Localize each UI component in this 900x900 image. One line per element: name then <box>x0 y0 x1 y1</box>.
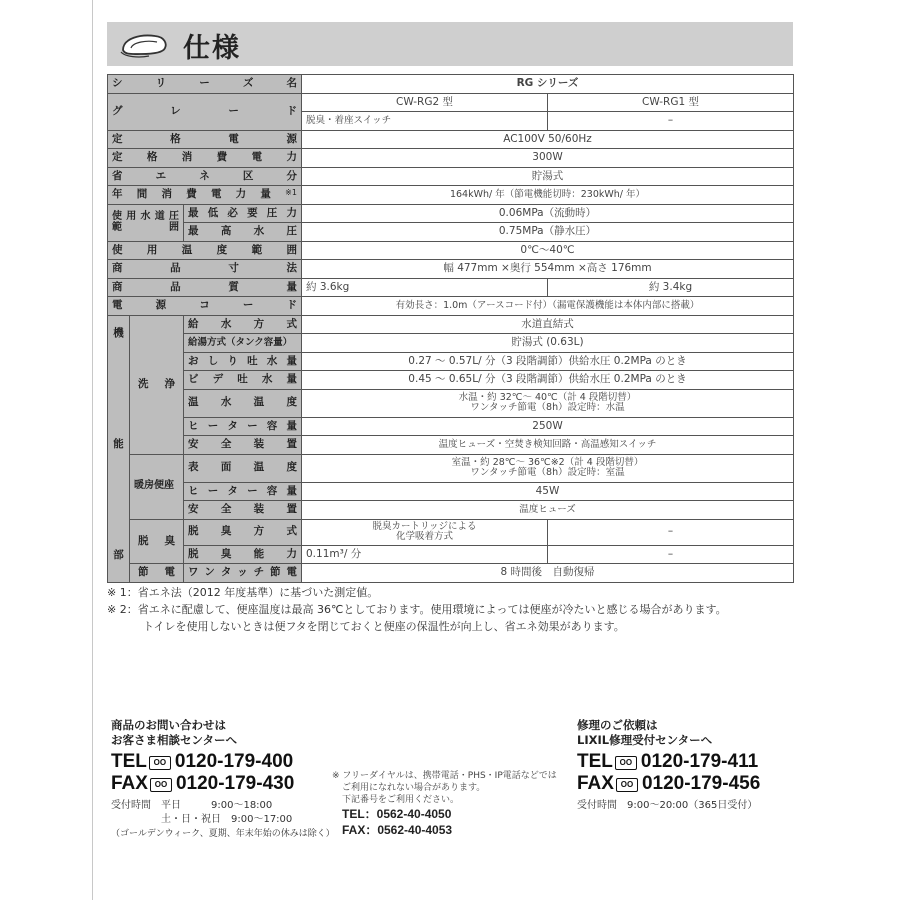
wash-value: 貯湯式 (0.63L) <box>302 334 794 353</box>
table-row: 節 電 ワ ン タ ッ チ 節 電 8 時間後 自動復帰 <box>108 564 794 583</box>
alternate-tel: TEL：0562-40-4050 <box>342 807 452 821</box>
spec-table <box>107 74 794 583</box>
deodor-group-label: 脱 臭 <box>130 519 184 564</box>
wash-value: 0.27 ～ 0.57L/ 分（3 段階調節）供給水圧 0.2MPa のとき <box>302 352 794 371</box>
table-row: 使 用 温 度 範 囲 0℃～40℃ <box>108 241 794 260</box>
contact-customer: 商品のお問い合わせは お客さま相談センターへ TEL OO 0120-179-400 FAX OO 0120-179-430 受付時間 平日 9:00～18:00 土・日・祝日 9:00～17:00 （ゴールデンウィーク、夏期、年末年始の休みは除く） <box>111 718 335 839</box>
seat-group-label: 暖房便座 <box>130 454 184 519</box>
table-row: 安 全 装 置 温度ヒューズ・空焚き検知回路・高温感知スイッチ <box>108 436 794 455</box>
wash-value: 水温・約 32℃～ 40℃（計 4 段階切替） ワンタッチ節電（8h）設定時：水温 <box>302 389 794 417</box>
note-mark: ※1 <box>285 188 297 198</box>
row-label: グ レ ー ド <box>108 93 302 130</box>
dimensions-value: 幅 477mm ×奥行 554mm ×高さ 176mm <box>302 260 794 279</box>
cord-value: 有効長さ：1.0m（アースコード付）（漏電保護機能は本体内部に搭載） <box>302 297 794 316</box>
wash-group-label: 洗 浄 <box>130 315 184 454</box>
table-row: 使 用 水 道 圧 範 囲 最 低 必 要 圧 力 0.06MPa（流動時） <box>108 204 794 223</box>
free-dial-icon: OO <box>616 778 638 792</box>
table-row: 暖房便座 表 面 温 度 室温・約 28℃～ 36℃※2（計 4 段階切替） ワンタッチ節電（8h）設定時：室温 <box>108 454 794 482</box>
contact-alternate: ※ フリーダイヤルは、携帯電話・PHS・IP電話などでは ご利用になれない場合があります。 下記番号をご利用ください。 TEL：0562-40-4050 FAX：0562-40-4053 <box>332 771 557 837</box>
annual-value: 164kWh/ 年（節電機能切時：230kWh/ 年） <box>302 186 794 205</box>
series-value: RG シリーズ <box>302 75 794 94</box>
eco-class-value: 貯湯式 <box>302 167 794 186</box>
table-row: ヒ ー タ ー 容 量 250W <box>108 417 794 436</box>
table-row: 商 品 寸 法 幅 477mm ×奥行 554mm ×高さ 176mm <box>108 260 794 279</box>
footnotes <box>107 584 727 635</box>
table-row <box>108 75 794 94</box>
table-row: 電 源 コ ー ド 有効長さ：1.0m（アースコード付）（漏電保護機能は本体内部に搭載） <box>108 297 794 316</box>
wash-value: 250W <box>302 417 794 436</box>
temp-range-value: 0℃～40℃ <box>302 241 794 260</box>
eco-value: 8 時間後 自動復帰 <box>302 564 794 583</box>
wash-value: 0.45 ～ 0.65L/ 分（3 段階調節）供給水圧 0.2MPa のとき <box>302 371 794 390</box>
rated-power-source-value: AC100V 50/60Hz <box>302 130 794 149</box>
table-row: お し り 吐 水 量 0.27 ～ 0.57L/ 分（3 段階調節）供給水圧 0.2MPa のとき <box>108 352 794 371</box>
function-side-label: 機 能 部 <box>108 315 130 582</box>
repair-fax: FAX OO 0120-179-456 <box>577 773 761 794</box>
table-row <box>108 93 794 112</box>
free-dial-icon: OO <box>615 756 637 770</box>
footnote-2-cont: トイレを使用しないときは便フタを閉じておくと便座の保温性が向上し、省エネ効果があります。 <box>143 620 625 633</box>
table-row: ヒ ー タ ー 容 量 45W <box>108 482 794 501</box>
contact-repair: 修理のご依頼は LIXIL修理受付センターへ TEL OO 0120-179-411 FAX OO 0120-179-456 受付時間 9:00～20:00（365日受付） <box>577 718 761 811</box>
mass-value-1: 約 3.6kg <box>302 278 548 297</box>
model-1: CW-RG2 型 <box>302 93 548 112</box>
seat-value: 室温・約 28℃～ 36℃※2（計 4 段階切替） ワンタッチ節電（8h）設定時：室温 <box>302 454 794 482</box>
table-row: 温 水 温 度 水温・約 32℃～ 40℃（計 4 段階切替） ワンタッチ節電（8h）設定時：水温 <box>108 389 794 417</box>
seat-value: 45W <box>302 482 794 501</box>
model-2-feature: – <box>548 112 794 131</box>
rated-power-value: 300W <box>302 149 794 168</box>
mass-value-2: 約 3.4kg <box>548 278 794 297</box>
table-row: 年 間 消 費 電 力 量 ※1 164kWh/ 年（節電機能切時：230kWh/ 年） <box>108 186 794 205</box>
free-dial-icon: OO <box>150 778 172 792</box>
deodor-method-1: 脱臭カートリッジによる 化学吸着方式 <box>302 519 548 545</box>
min-pressure-value: 0.06MPa（流動時） <box>302 204 794 223</box>
table-row: 省 エ ネ 区 分 貯湯式 <box>108 167 794 186</box>
table-row: ビ デ 吐 水 量 0.45 ～ 0.65L/ 分（3 段階調節）供給水圧 0.2MPa のとき <box>108 371 794 390</box>
table-row: 最 高 水 圧 0.75MPa（静水圧） <box>108 223 794 242</box>
table-row: 脱 臭 脱 臭 方 式 脱臭カートリッジによる 化学吸着方式 – <box>108 519 794 545</box>
page-title: 仕様 <box>183 33 241 64</box>
deodor-capacity-1: 0.11m³/ 分 <box>302 545 548 564</box>
toilet-seat-icon <box>119 28 169 60</box>
deodor-capacity-2: – <box>548 545 794 564</box>
wash-value: 水道直結式 <box>302 315 794 334</box>
table-row: 脱 臭 能 力 0.11m³/ 分 – <box>108 545 794 564</box>
table-row: 給湯方式（タンク容量） 貯湯式 (0.63L) <box>108 334 794 353</box>
max-pressure-value: 0.75MPa（静水圧） <box>302 223 794 242</box>
alternate-fax: FAX：0562-40-4053 <box>342 823 453 837</box>
table-row: 安 全 装 置 温度ヒューズ <box>108 501 794 520</box>
footnote-2: ※ 2：省エネに配慮して、便座温度は最高 36℃としております。使用環境によっては便座が冷たいと感じる場合があります。 <box>107 603 727 616</box>
free-dial-icon: OO <box>149 756 171 770</box>
wash-value: 温度ヒューズ・空焚き検知回路・高温感知スイッチ <box>302 436 794 455</box>
model-1-feature: 脱臭・着座スイッチ <box>302 112 548 131</box>
table-row: 定 格 電 源 AC100V 50/60Hz <box>108 130 794 149</box>
row-label: シ リ ー ズ 名 <box>108 75 302 94</box>
footnote-1: ※ 1：省エネ法（2012 年度基準）に基づいた測定値。 <box>107 586 379 599</box>
customer-tel: TEL OO 0120-179-400 <box>111 751 294 772</box>
eco-group-label: 節 電 <box>130 564 184 583</box>
deodor-method-2: – <box>548 519 794 545</box>
table-row: 商 品 質 量 約 3.6kg 約 3.4kg <box>108 278 794 297</box>
table-row: 機 能 部 洗 浄 給 水 方 式 水道直結式 <box>108 315 794 334</box>
customer-fax: FAX OO 0120-179-430 <box>111 773 295 794</box>
model-2: CW-RG1 型 <box>548 93 794 112</box>
seat-value: 温度ヒューズ <box>302 501 794 520</box>
repair-tel: TEL OO 0120-179-411 <box>577 751 759 772</box>
page-margin-line <box>92 0 93 900</box>
table-row: 定 格 消 費 電 力 300W <box>108 149 794 168</box>
spec-header <box>107 22 793 66</box>
